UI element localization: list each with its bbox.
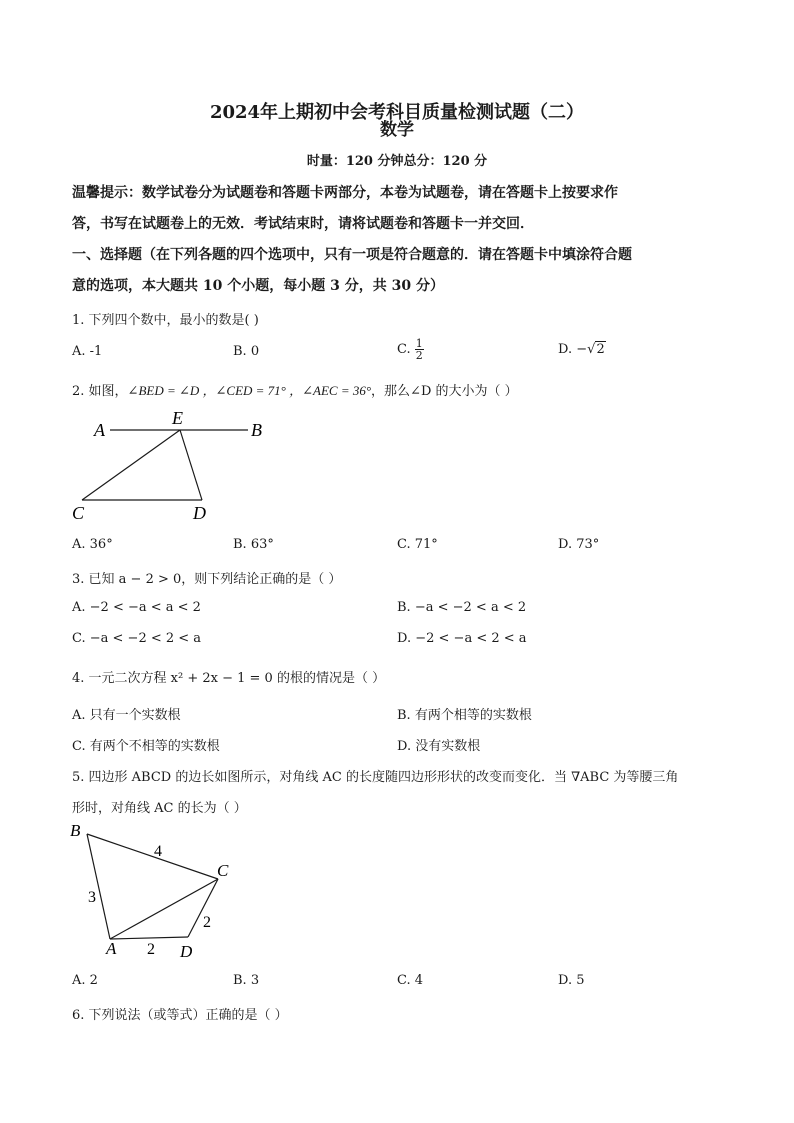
fraction-denominator: 2 xyxy=(415,349,423,362)
notice-line-2: 答，书写在试题卷上的无效．考试结束时，请将试题卷和答题卡一并交回． xyxy=(72,216,534,232)
segment-ed xyxy=(180,430,202,500)
q1-option-b: B. 0 xyxy=(233,344,260,359)
label-d: D xyxy=(180,942,193,961)
notice-line-1: 温馨提示：数学试卷分为试题卷和答题卡两部分，本卷为试题卷，请在答题卡上按要求作 xyxy=(72,185,618,201)
q6-stem: 6. 下列说法（或等式）正确的是（ ） xyxy=(72,1008,288,1023)
length-cd: 2 xyxy=(203,914,211,931)
q4-option-b: B. 有两个相等的实数根 xyxy=(397,708,532,723)
q1-option-d xyxy=(558,342,606,357)
q5-option-d: D. 5 xyxy=(558,973,585,988)
q1-option-c-label: C. xyxy=(397,342,415,357)
q2-figure xyxy=(66,402,286,528)
q2-option-d: D. 73° xyxy=(558,537,600,552)
q3-option-b: B. −a < −2 < a < 2 xyxy=(397,600,527,615)
segment-bc xyxy=(87,834,218,879)
q4-option-d: D. 没有实数根 xyxy=(397,739,481,754)
q2-option-c: C. 71° xyxy=(397,537,438,552)
q2-stem-math: ∠BED = ∠D ，∠CED = 71° ，∠AEC = 36° xyxy=(127,383,372,398)
q1-option-c xyxy=(397,338,424,361)
q5-option-c: C. 4 xyxy=(397,973,424,988)
label-b: B xyxy=(251,420,262,440)
q3-option-c: C. −a < −2 < 2 < a xyxy=(72,631,202,646)
q3-stem: 3. 已知 a − 2 > 0，则下列结论正确的是（ ） xyxy=(72,572,342,587)
q1-option-d-label: D. xyxy=(558,342,577,357)
q4-option-c: C. 有两个不相等的实数根 xyxy=(72,739,220,754)
segment-ec xyxy=(82,430,180,500)
diagonal-ac xyxy=(110,879,218,939)
length-ad: 2 xyxy=(147,941,155,958)
length-bc: 4 xyxy=(154,843,162,860)
q3-option-a: A. −2 < −a < a < 2 xyxy=(72,600,201,615)
sqrt-icon: √ xyxy=(587,342,596,357)
segment-ad xyxy=(110,937,188,939)
q3-option-d: D. −2 < −a < 2 < a xyxy=(397,631,527,646)
q5-option-a: A. 2 xyxy=(72,973,98,988)
q2-option-b: B. 63° xyxy=(233,537,274,552)
section1-line-1: 一、选择题（在下列各题的四个选项中，只有一项是符合题意的．请在答题卡中填涂符合题 xyxy=(72,247,632,263)
q1-option-c-fraction xyxy=(415,338,424,361)
q4-option-a: A. 只有一个实数根 xyxy=(72,708,181,723)
label-a: A xyxy=(106,939,117,958)
label-a: A xyxy=(94,420,105,440)
q5-stem-line-2: 形时，对角线 AC 的长为（ ） xyxy=(72,801,247,816)
q1-option-a: A. -1 xyxy=(72,344,103,359)
q1-stem: 1. 下列四个数中，最小的数是( ) xyxy=(72,313,259,328)
q5-stem-line-1: 5. 四边形 ABCD 的边长如图所示，对角线 AC 的长度随四边形形状的改变而变化．当 ∇ABC 为等腰三角 xyxy=(72,770,679,785)
label-c: C xyxy=(72,503,85,523)
exam-title: 2024年上期初中会考科目质量检测试题（二） xyxy=(209,102,585,123)
q4-stem: 4. 一元二次方程 x² + 2x − 1 = 0 的根的情况是（ ） xyxy=(72,671,386,686)
label-d: D xyxy=(193,503,206,523)
subject-title: 数学 xyxy=(380,120,414,140)
q2-stem-suffix: ，那么∠D 的大小为（ ） xyxy=(371,384,518,399)
label-e: E xyxy=(172,408,183,428)
q2-stem xyxy=(72,380,518,399)
length-ab: 3 xyxy=(88,889,96,906)
q5-option-b: B. 3 xyxy=(233,973,260,988)
q2-stem-prefix: 2. 如图， xyxy=(72,384,128,399)
q5-figure xyxy=(62,818,252,968)
section1-line-2: 意的选项，本大题共 10 个小题，每小题 3 分，共 30 分） xyxy=(72,278,444,294)
time-info: 时量：120 分钟总分：120 分 xyxy=(306,154,488,169)
segment-ab xyxy=(87,834,110,939)
label-b: B xyxy=(70,821,81,840)
minus-sign: − xyxy=(576,342,588,357)
q2-option-a: A. 36° xyxy=(72,537,113,552)
radicand: 2 xyxy=(596,342,605,357)
fraction-numerator: 1 xyxy=(415,337,423,350)
label-c: C xyxy=(217,861,229,880)
